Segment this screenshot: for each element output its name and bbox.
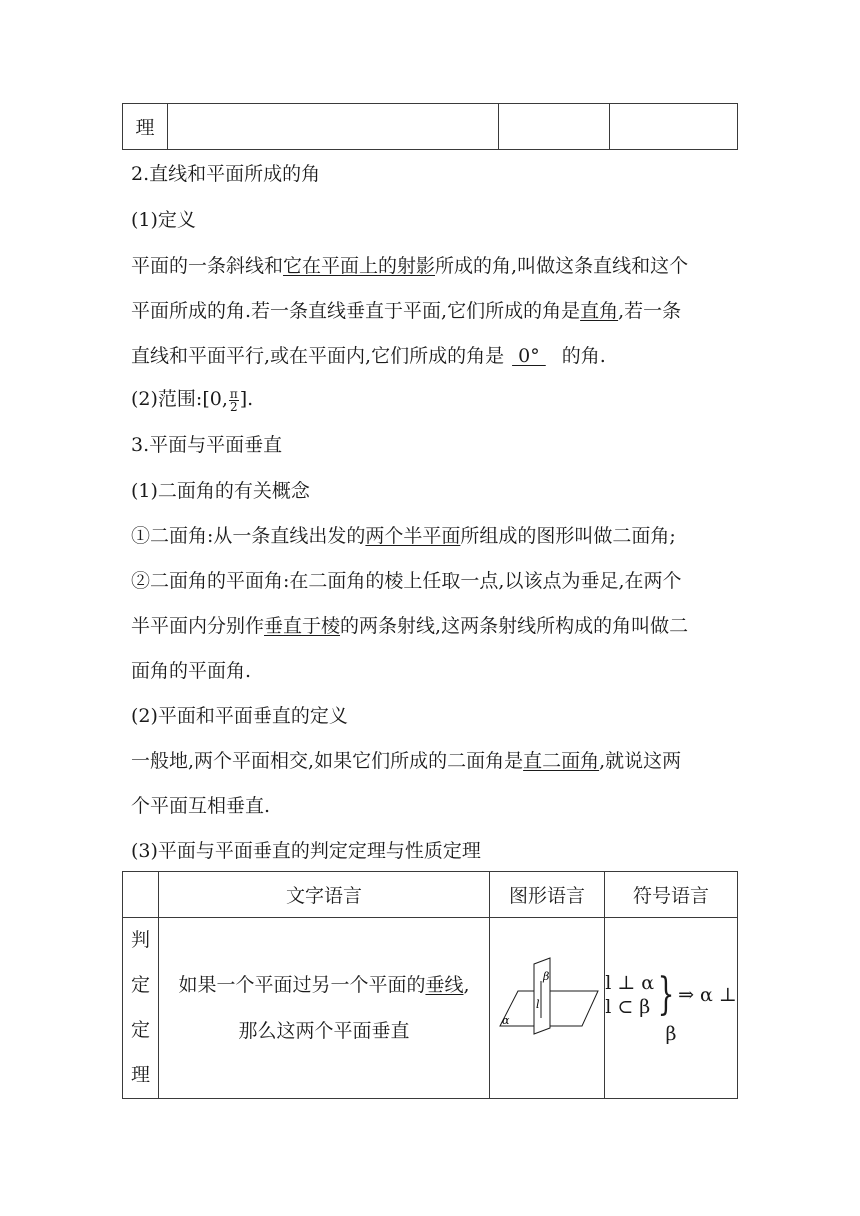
underlined-answer: 垂直于棱 <box>264 615 341 637</box>
definition-label: (1)定义 <box>131 209 196 231</box>
theorem-table-caption: (3)平面与平面垂直的判定定理与性质定理 <box>131 840 481 862</box>
perpendicular-planes-figure <box>492 956 602 1056</box>
brace-symbol: } <box>657 969 675 1020</box>
theorem-text-cell: 如果一个平面过另一个平面的垂线, 那么这两个平面垂直 <box>159 918 490 1099</box>
top-table-cell <box>499 104 610 150</box>
underlined-answer: 0° <box>512 345 546 367</box>
section-3-heading: 3.平面与平面垂直 <box>131 434 283 456</box>
range-line: (2)范围:[0, $\frac{\pi}{2}$ ]. <box>131 386 254 414</box>
table-header-symbol-language: 符号语言 <box>605 872 738 918</box>
top-table-first-cell: 理 <box>123 104 168 150</box>
dihedral-concepts-label: (1)二面角的有关概念 <box>131 480 310 502</box>
concept-2-line-1: ②二面角的平面角:在二面角的棱上任取一点,以该点为垂足,在两个 <box>131 570 682 592</box>
perpendicular-definition-line-2: 个平面互相垂直. <box>131 795 271 817</box>
pi-over-2-fraction: $\frac{\pi}{2}$ <box>229 386 238 414</box>
concept-2-line-2: 半平面内分别作垂直于棱的两条射线,这两条射线所构成的角叫做二 <box>131 615 689 637</box>
underlined-answer: 两个半平面 <box>365 525 461 547</box>
theorem-figure-cell <box>490 918 605 1099</box>
table-header-figure-language: 图形语言 <box>490 872 605 918</box>
concept-2-line-3: 面角的平面角. <box>131 660 252 682</box>
section-2-heading: 2.直线和平面所成的角 <box>131 163 321 185</box>
symbol-expression: l ⊥ α l ⊂ β } ⇒ α ⊥ <box>605 969 737 1020</box>
concept-1-line: ①二面角:从一条直线出发的两个半平面所组成的图形叫做二面角; <box>131 525 676 547</box>
underlined-answer: 垂线 <box>425 974 464 996</box>
theorem-table <box>122 871 738 1099</box>
svg-text:α: α <box>502 1013 510 1027</box>
table-header-text-language: 文字语言 <box>159 872 490 918</box>
definition-line-1: 平面的一条斜线和它在平面上的射影所成的角,叫做这条直线和这个 <box>131 255 689 277</box>
definition-line-2: 平面所成的角.若一条直线垂直于平面,它们所成的角是直角,若一条 <box>131 300 682 322</box>
row-label-criterion-theorem: 判 定 定 理 <box>123 918 159 1099</box>
top-table <box>122 103 738 150</box>
svg-text:l: l <box>536 997 540 1011</box>
table-header-blank <box>123 872 159 918</box>
underlined-answer: 它在平面上的射影 <box>283 255 436 277</box>
top-table-cell <box>610 104 738 150</box>
perpendicular-definition-line-1: 一般地,两个平面相交,如果它们所成的二面角是直二面角,就说这两 <box>131 750 682 772</box>
perpendicular-definition-label: (2)平面和平面垂直的定义 <box>131 705 348 727</box>
theorem-symbol-cell: l ⊥ α l ⊂ β } ⇒ α ⊥ β <box>605 918 738 1099</box>
underlined-answer: 直角 <box>580 300 619 322</box>
condition-stack: l ⊥ α l ⊂ β <box>605 972 655 1018</box>
svg-text:β: β <box>543 969 550 983</box>
top-table-cell <box>168 104 499 150</box>
underlined-answer: 直二面角 <box>523 750 600 772</box>
definition-line-3: 直线和平面平行,或在平面内,它们所成的角是 0° 的角. <box>131 345 606 367</box>
